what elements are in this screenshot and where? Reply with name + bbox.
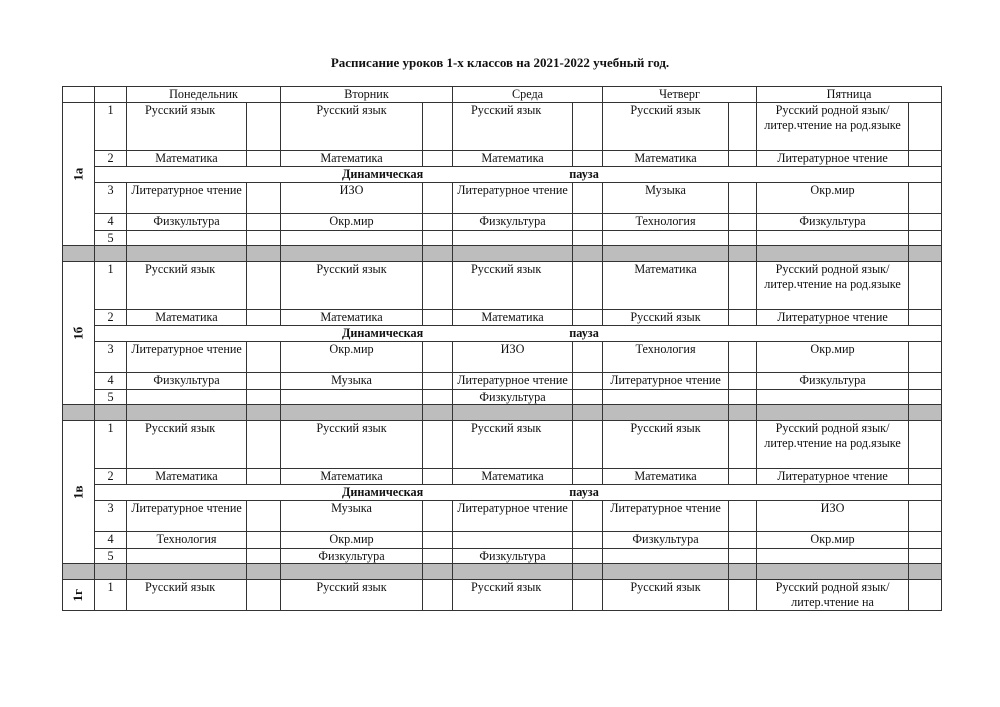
separator-cell	[573, 564, 603, 580]
spacer-cell	[729, 151, 757, 167]
subject-cell: Русский язык	[281, 103, 423, 151]
spacer-cell	[729, 469, 757, 485]
subject-cell: Русский язык	[453, 580, 573, 611]
subject-cell: Математика	[127, 151, 247, 167]
subject-cell: Литературное чтение	[453, 500, 573, 531]
subject-cell: ИЗО	[453, 341, 573, 372]
lesson-number: 1	[95, 262, 127, 310]
lesson-row	[63, 548, 942, 564]
spacer-cell	[729, 213, 757, 230]
lesson-row	[63, 389, 942, 405]
lesson-number: 5	[95, 230, 127, 246]
spacer-cell	[423, 213, 453, 230]
spacer-cell	[909, 389, 942, 405]
spacer-cell	[423, 230, 453, 246]
spacer-cell	[909, 548, 942, 564]
lesson-row	[63, 341, 942, 372]
lesson-number: 4	[95, 213, 127, 230]
spacer-cell	[573, 103, 603, 151]
spacer-cell	[247, 500, 281, 531]
subject-cell: Математика	[127, 469, 247, 485]
subject-cell: Технология	[603, 341, 729, 372]
class-label-cell	[63, 103, 95, 246]
spacer-cell	[423, 389, 453, 405]
spacer-cell	[573, 389, 603, 405]
pause-row	[63, 484, 942, 500]
separator-cell	[281, 564, 423, 580]
separator-cell	[247, 246, 281, 262]
subject-cell	[757, 230, 909, 246]
header-blank	[63, 87, 95, 103]
separator-cell	[63, 246, 95, 262]
class-separator	[63, 246, 942, 262]
pause-label-left: Динамическая	[342, 325, 424, 340]
spacer-cell	[573, 580, 603, 611]
separator-cell	[453, 564, 573, 580]
lesson-row	[63, 182, 942, 213]
spacer-cell	[573, 372, 603, 389]
subject-cell: Окр.мир	[281, 213, 423, 230]
spacer-cell	[573, 151, 603, 167]
lesson-row	[63, 213, 942, 230]
day-header: Понедельник	[127, 87, 281, 103]
pause-label-right: пауза	[569, 166, 599, 181]
class-label: 1б	[70, 326, 86, 340]
spacer-cell	[423, 548, 453, 564]
spacer-cell	[573, 213, 603, 230]
class-label: 1в	[70, 485, 86, 499]
subject-cell: Математика	[603, 262, 729, 310]
subject-cell: Физкультура	[453, 389, 573, 405]
subject-cell: Русский язык	[127, 421, 247, 469]
separator-cell	[281, 405, 423, 421]
subject-cell: Литературное чтение	[127, 500, 247, 531]
spacer-cell	[729, 580, 757, 611]
subject-cell	[281, 389, 423, 405]
subject-cell: Математика	[453, 151, 573, 167]
spacer-cell	[423, 341, 453, 372]
lesson-row	[63, 580, 942, 611]
spacer-cell	[573, 548, 603, 564]
header-row	[63, 87, 942, 103]
subject-cell: Русский родной язык/литер.чтение на род.языке	[757, 103, 909, 151]
separator-cell	[63, 564, 95, 580]
subject-cell: Литературное чтение	[757, 310, 909, 326]
spacer-cell	[247, 230, 281, 246]
subject-cell: Физкультура	[757, 213, 909, 230]
spacer-cell	[423, 310, 453, 326]
lesson-row	[63, 421, 942, 469]
subject-cell: Окр.мир	[281, 531, 423, 548]
class-label: 1а	[70, 167, 86, 181]
subject-cell: Литературное чтение	[603, 372, 729, 389]
separator-cell	[909, 405, 942, 421]
subject-cell: Русский родной язык/литер.чтение на род.языке	[757, 421, 909, 469]
subject-cell: Физкультура	[127, 372, 247, 389]
spacer-cell	[247, 548, 281, 564]
spacer-cell	[573, 310, 603, 326]
spacer-cell	[423, 580, 453, 611]
pause-row	[63, 325, 942, 341]
subject-cell: Русский язык	[453, 262, 573, 310]
spacer-cell	[909, 310, 942, 326]
spacer-cell	[573, 500, 603, 531]
lesson-row	[63, 372, 942, 389]
lesson-number: 5	[95, 389, 127, 405]
subject-cell: ИЗО	[281, 182, 423, 213]
lesson-row	[63, 500, 942, 531]
subject-cell: Литературное чтение	[757, 469, 909, 485]
day-header: Четверг	[603, 87, 757, 103]
spacer-cell	[247, 213, 281, 230]
separator-cell	[95, 246, 127, 262]
subject-cell: Математика	[453, 310, 573, 326]
subject-cell: Русский язык	[603, 103, 729, 151]
class-label-cell	[63, 262, 95, 405]
spacer-cell	[729, 421, 757, 469]
spacer-cell	[247, 531, 281, 548]
pause-cell	[95, 484, 942, 500]
subject-cell: Литературное чтение	[757, 151, 909, 167]
subject-cell: Литературное чтение	[127, 341, 247, 372]
spacer-cell	[909, 421, 942, 469]
subject-cell: Математика	[281, 151, 423, 167]
subject-cell	[127, 548, 247, 564]
spacer-cell	[729, 310, 757, 326]
lesson-number: 1	[95, 580, 127, 611]
spacer-cell	[909, 580, 942, 611]
pause-cell	[95, 166, 942, 182]
spacer-cell	[573, 182, 603, 213]
spacer-cell	[909, 103, 942, 151]
spacer-cell	[423, 262, 453, 310]
lesson-number: 2	[95, 469, 127, 485]
day-header: Вторник	[281, 87, 453, 103]
subject-cell: Физкультура	[453, 213, 573, 230]
separator-cell	[909, 246, 942, 262]
lesson-number: 2	[95, 310, 127, 326]
separator-cell	[573, 246, 603, 262]
header-blank	[95, 87, 127, 103]
spacer-cell	[423, 182, 453, 213]
pause-cell	[95, 325, 942, 341]
spacer-cell	[423, 372, 453, 389]
pause-label-right: пауза	[569, 325, 599, 340]
spacer-cell	[247, 372, 281, 389]
subject-cell: Русский язык	[453, 421, 573, 469]
subject-cell	[281, 230, 423, 246]
separator-cell	[573, 405, 603, 421]
spacer-cell	[573, 531, 603, 548]
spacer-cell	[909, 262, 942, 310]
subject-cell: Литературное чтение	[127, 182, 247, 213]
subject-cell: Математика	[603, 151, 729, 167]
spacer-cell	[729, 389, 757, 405]
spacer-cell	[247, 469, 281, 485]
subject-cell: ИЗО	[757, 500, 909, 531]
spacer-cell	[909, 182, 942, 213]
subject-cell: Окр.мир	[757, 182, 909, 213]
subject-cell: Русский язык	[603, 421, 729, 469]
lesson-number: 4	[95, 531, 127, 548]
spacer-cell	[909, 469, 942, 485]
spacer-cell	[423, 531, 453, 548]
subject-cell: Технология	[603, 213, 729, 230]
day-header: Пятница	[757, 87, 942, 103]
separator-cell	[95, 405, 127, 421]
class-separator	[63, 564, 942, 580]
spacer-cell	[573, 421, 603, 469]
spacer-cell	[247, 182, 281, 213]
separator-cell	[63, 405, 95, 421]
lesson-row	[63, 469, 942, 485]
subject-cell	[603, 230, 729, 246]
lesson-row	[63, 262, 942, 310]
subject-cell: Математика	[603, 469, 729, 485]
subject-cell: Русский язык	[603, 310, 729, 326]
separator-cell	[729, 246, 757, 262]
pause-label-left: Динамическая	[342, 166, 424, 181]
schedule-table	[62, 86, 942, 611]
subject-cell	[453, 531, 573, 548]
spacer-cell	[247, 421, 281, 469]
spacer-cell	[729, 372, 757, 389]
subject-cell	[757, 389, 909, 405]
spacer-cell	[423, 151, 453, 167]
subject-cell: Физкультура	[127, 213, 247, 230]
subject-cell: Литературное чтение	[453, 372, 573, 389]
spacer-cell	[247, 262, 281, 310]
separator-cell	[603, 246, 729, 262]
separator-cell	[95, 564, 127, 580]
spacer-cell	[909, 213, 942, 230]
lesson-number: 3	[95, 341, 127, 372]
spacer-cell	[423, 469, 453, 485]
subject-cell: Русский язык	[127, 103, 247, 151]
subject-cell: Русский родной язык/литер.чтение на род.языке	[757, 262, 909, 310]
subject-cell	[603, 548, 729, 564]
class-label-cell	[63, 580, 95, 611]
lesson-row	[63, 151, 942, 167]
separator-cell	[757, 246, 909, 262]
spacer-cell	[909, 531, 942, 548]
separator-cell	[453, 246, 573, 262]
spacer-cell	[423, 421, 453, 469]
page-title: Расписание уроков 1-х классов на 2021-2022 учебный год.	[330, 55, 670, 70]
spacer-cell	[729, 500, 757, 531]
day-header: Среда	[453, 87, 603, 103]
separator-cell	[757, 405, 909, 421]
separator-cell	[281, 246, 423, 262]
subject-cell: Музыка	[281, 500, 423, 531]
class-label: 1г	[70, 588, 86, 602]
spacer-cell	[573, 341, 603, 372]
lesson-row	[63, 531, 942, 548]
spacer-cell	[247, 580, 281, 611]
pause-label-left: Динамическая	[342, 484, 424, 499]
subject-cell: Физкультура	[603, 531, 729, 548]
subject-cell: Русский язык	[281, 580, 423, 611]
subject-cell: Окр.мир	[281, 341, 423, 372]
separator-cell	[423, 405, 453, 421]
spacer-cell	[729, 230, 757, 246]
subject-cell: Технология	[127, 531, 247, 548]
spacer-cell	[729, 182, 757, 213]
separator-cell	[127, 246, 247, 262]
subject-cell: Литературное чтение	[603, 500, 729, 531]
pause-row	[63, 166, 942, 182]
subject-cell: Русский язык	[281, 421, 423, 469]
separator-cell	[909, 564, 942, 580]
spacer-cell	[423, 500, 453, 531]
subject-cell: Русский язык	[127, 580, 247, 611]
subject-cell: Музыка	[603, 182, 729, 213]
spacer-cell	[909, 372, 942, 389]
separator-cell	[603, 405, 729, 421]
class-separator	[63, 405, 942, 421]
spacer-cell	[573, 469, 603, 485]
subject-cell: Математика	[453, 469, 573, 485]
separator-cell	[603, 564, 729, 580]
spacer-cell	[729, 103, 757, 151]
lesson-row	[63, 103, 942, 151]
subject-cell	[453, 230, 573, 246]
separator-cell	[757, 564, 909, 580]
class-label-cell	[63, 421, 95, 564]
subject-cell: Физкультура	[453, 548, 573, 564]
lesson-number: 2	[95, 151, 127, 167]
lesson-row	[63, 230, 942, 246]
subject-cell: Физкультура	[757, 372, 909, 389]
lesson-number: 5	[95, 548, 127, 564]
subject-cell	[603, 389, 729, 405]
separator-cell	[453, 405, 573, 421]
subject-cell: Русский язык	[603, 580, 729, 611]
spacer-cell	[423, 103, 453, 151]
separator-cell	[127, 564, 247, 580]
subject-cell	[127, 389, 247, 405]
spacer-cell	[909, 500, 942, 531]
separator-cell	[729, 405, 757, 421]
spacer-cell	[909, 230, 942, 246]
lesson-number: 1	[95, 421, 127, 469]
separator-cell	[729, 564, 757, 580]
spacer-cell	[573, 230, 603, 246]
subject-cell	[757, 548, 909, 564]
spacer-cell	[247, 389, 281, 405]
spacer-cell	[247, 341, 281, 372]
subject-cell: Математика	[281, 469, 423, 485]
subject-cell: Русский язык	[127, 262, 247, 310]
subject-cell: Окр.мир	[757, 341, 909, 372]
lesson-number: 4	[95, 372, 127, 389]
spacer-cell	[909, 151, 942, 167]
spacer-cell	[247, 103, 281, 151]
spacer-cell	[247, 310, 281, 326]
subject-cell: Русский язык	[281, 262, 423, 310]
spacer-cell	[729, 341, 757, 372]
spacer-cell	[247, 151, 281, 167]
separator-cell	[127, 405, 247, 421]
lesson-number: 3	[95, 182, 127, 213]
subject-cell: Математика	[127, 310, 247, 326]
spacer-cell	[573, 262, 603, 310]
subject-cell: Русский язык	[453, 103, 573, 151]
separator-cell	[423, 564, 453, 580]
separator-cell	[423, 246, 453, 262]
subject-cell	[127, 230, 247, 246]
lesson-number: 1	[95, 103, 127, 151]
spacer-cell	[729, 531, 757, 548]
spacer-cell	[729, 262, 757, 310]
separator-cell	[247, 405, 281, 421]
lesson-row	[63, 310, 942, 326]
subject-cell: Окр.мир	[757, 531, 909, 548]
subject-cell: Музыка	[281, 372, 423, 389]
subject-cell: Русский родной язык/литер.чтение на	[757, 580, 909, 611]
subject-cell: Математика	[281, 310, 423, 326]
subject-cell: Литературное чтение	[453, 182, 573, 213]
spacer-cell	[729, 548, 757, 564]
subject-cell: Физкультура	[281, 548, 423, 564]
spacer-cell	[909, 341, 942, 372]
separator-cell	[247, 564, 281, 580]
pause-label-right: пауза	[569, 484, 599, 499]
lesson-number: 3	[95, 500, 127, 531]
